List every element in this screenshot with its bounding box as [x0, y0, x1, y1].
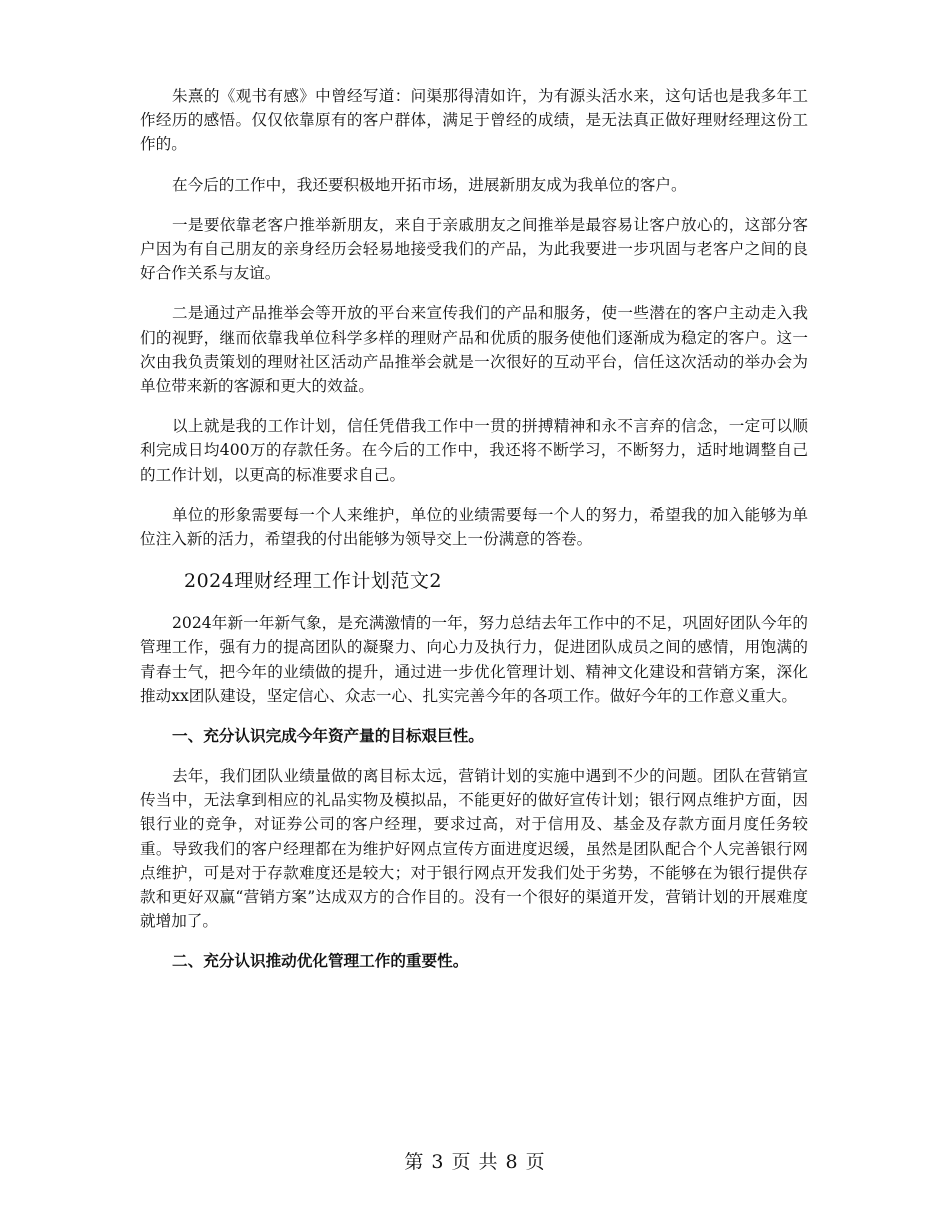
- paragraph-old-customers: 一是要依靠老客户推举新朋友，来自于亲戚朋友之间推举是最容易让客户放心的，这部分客户因为有自己朋友的亲身经历会轻易地接受我们的产品，为此我要进一步巩固与老客户之间的良好合作关系与友谊。: [140, 215, 808, 283]
- paragraph-intro: 2024年新一年新气象，是充满激情的一年，努力总结去年工作中的不足，巩固好团队今年的管理工作，强有力的提高团队的凝聚力、向心力及执行力，促进团队成员之间的感情，用饱满的青春士气，把今年的业绩做的提升，通过进一步优化管理计划、精神文化建设和营销方案，深化推动xx团队建设，坚定信心、众志一心、扎实完善今年的各项工作。做好今年的工作意义重大。: [140, 614, 808, 705]
- paragraph-product-promotion: 二是通过产品推举会等开放的平台来宣传我们的产品和服务，使一些潜在的客户主动走入我们的视野，继而依靠我单位科学多样的理财产品和优质的服务使他们逐渐成为稳定的客户。这一次由我负责策划的理财社区活动产品推举会就是一次很好的互动平台，信任这次活动的举办会为单位带来新的客源和更大的效益。: [140, 304, 808, 396]
- paragraph-expand-market: 在今后的工作中，我还要积极地开拓市场，进展新朋友成为我单位的客户。: [172, 175, 687, 194]
- section-heading: 2024理财经理工作计划范文2: [184, 570, 442, 593]
- paragraph-work-plan-summary: 以上就是我的工作计划，信任凭借我工作中一贯的拼搏精神和永不言弃的信念，一定可以顺利完成日均400万的存款任务。在今后的工作中，我还将不断学习，不断努力，适时地调整自己的工作计划，以更高的标准要求自己。: [140, 417, 808, 484]
- page-number-footer: 第 3 页 共 8 页: [404, 1151, 546, 1173]
- paragraph-unit-image: 单位的形象需要每一个人来维护，单位的业绩需要每一个人的努力，希望我的加入能够为单位注入新的活力，希望我的付出能够为领导交上一份满意的答卷。: [140, 505, 808, 549]
- paragraph-section1-body: 去年，我们团队业绩量做的离目标太远，营销计划的实施中遇到不少的问题。团队在营销宣传当中，无法拿到相应的礼品实物及模拟品，不能更好的做好宣传计划；银行网点维护方面，因银行业的竞争，对证券公司的客户经理，要求过高，对于信用及、基金及存款方面月度任务较重。导致我们的客户经理都在为维护好网点宣传方面进度迟缓，虽然是团队配合个人完善银行网点维护，可是对于存款难度还是较大；对于银行网点开发我们处于劣势，不能够在为银行提供存款和更好双赢“营销方案”达成双方的合作目的。没有一个很好的渠道开发，营销计划的开展难度就增加了。: [140, 767, 808, 931]
- subsection-title-2: 二、充分认识推动优化管理工作的重要性。: [172, 951, 469, 971]
- paragraph-zhuxi-quote: 朱熹的《观书有感》中曾经写道：问渠那得清如许，为有源头活水来，这句话也是我多年工作经历的感悟。仅仅依靠原有的客户群体，满足于曾经的成绩，是无法真正做好理财经理这份工作的。: [140, 87, 808, 154]
- subsection-title-1: 一、充分认识完成今年资产量的目标艰巨性。: [172, 726, 484, 746]
- document-body: [140, 84, 808, 973]
